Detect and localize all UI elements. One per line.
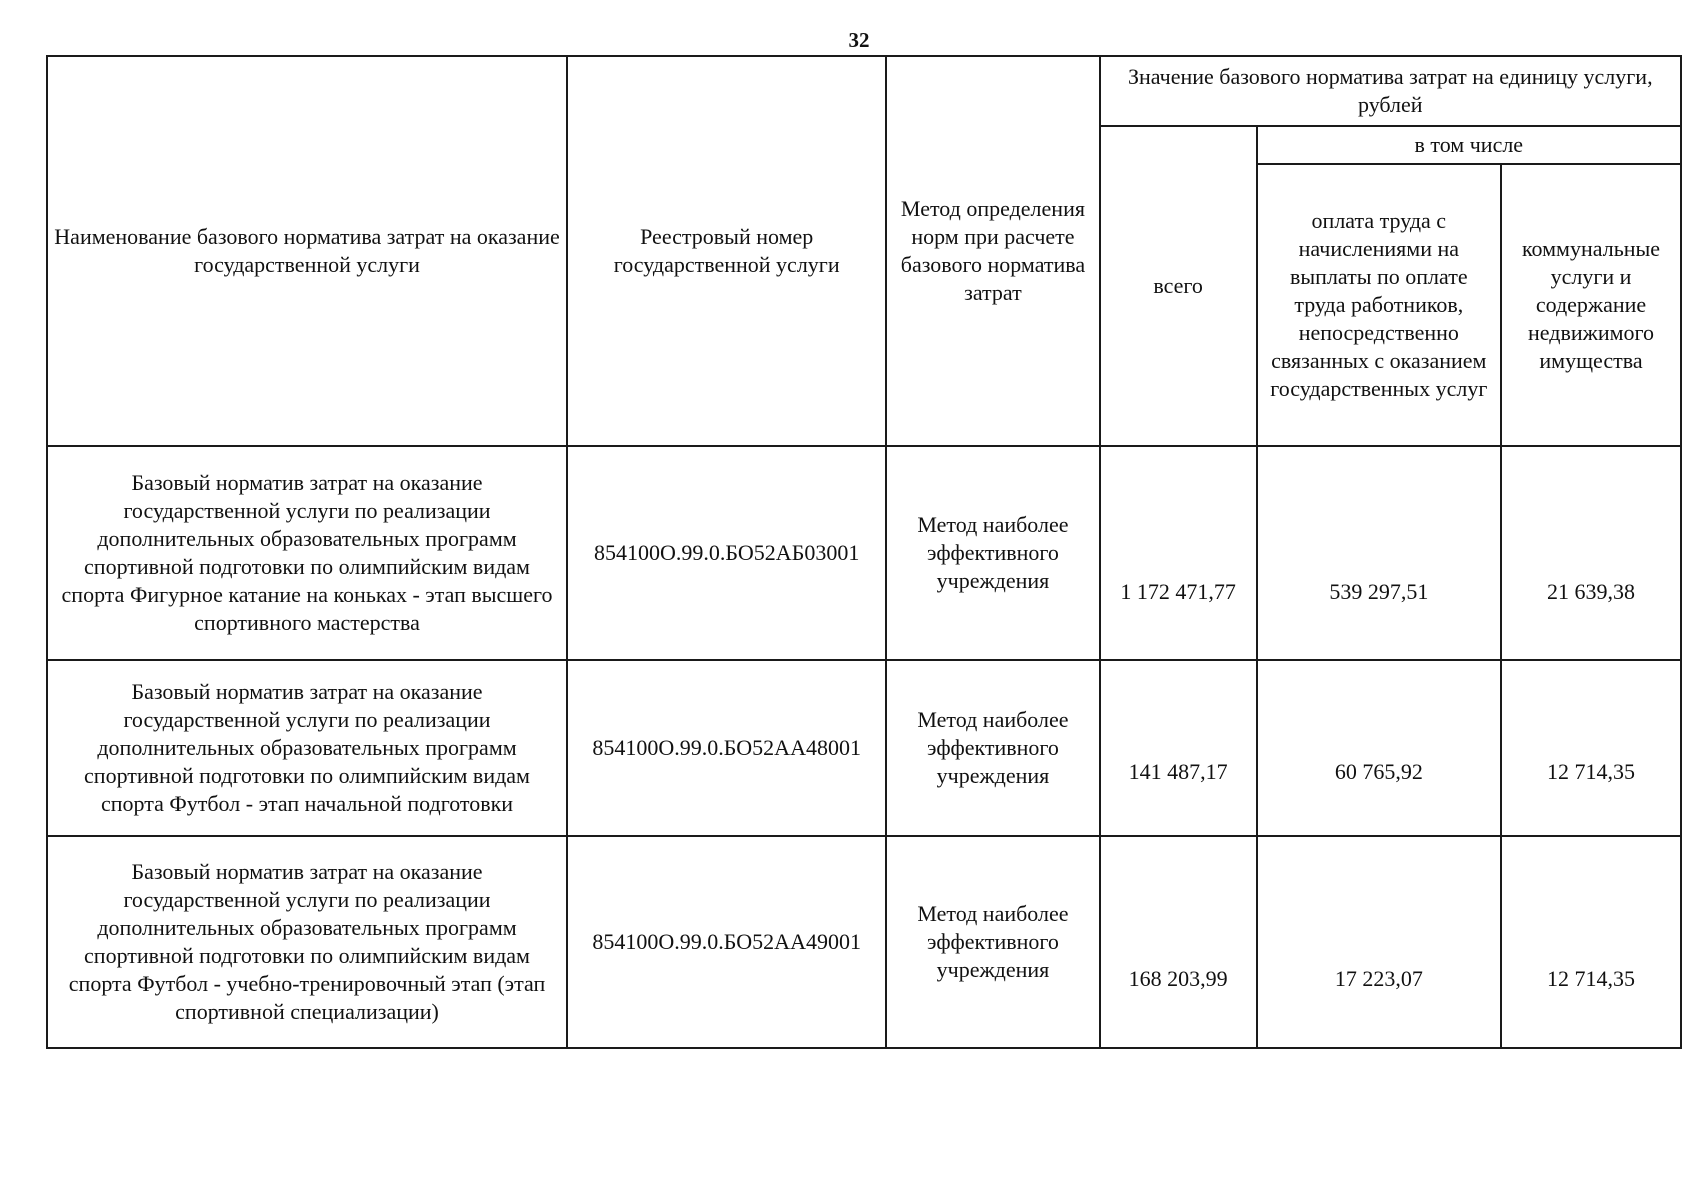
header-registry-number: Реестровый номер государственной услуги [567,56,886,446]
table-row [47,836,1681,1048]
cost-norms-table [46,55,1682,1049]
row-method: Метод наиболее эффективного учреждения [886,836,1099,1048]
header-value-group: Значение базового норматива затрат на единицу услуги, рублей [1100,56,1681,126]
row-labor: 539 297,51 [1257,446,1501,660]
table-row [47,660,1681,836]
row-registry-number: 854100О.99.0.БО52АА48001 [567,660,886,836]
table-row [47,446,1681,660]
row-total: 141 487,17 [1100,660,1257,836]
row-utilities: 12 714,35 [1501,836,1681,1048]
row-utilities: 12 714,35 [1501,660,1681,836]
row-method: Метод наиболее эффективного учреждения [886,446,1099,660]
header-including: в том числе [1257,126,1681,164]
row-registry-number: 854100О.99.0.БО52АБ03001 [567,446,886,660]
row-labor: 60 765,92 [1257,660,1501,836]
row-name: Базовый норматив затрат на оказание государственной услуги по реализации дополнительных образовательных программ спортивной подготовки по олимпийским видам спорта Фигурное катание на коньках - этап высшего спортивного мастерства [47,446,567,660]
row-total: 168 203,99 [1100,836,1257,1048]
row-utilities: 21 639,38 [1501,446,1681,660]
header-labor: оплата труда с начислениями на выплаты по оплате труда работников, непосредственно связанных с оказанием государственных услуг [1257,164,1501,446]
header-method: Метод определения норм при расчете базового норматива затрат [886,56,1099,446]
row-name: Базовый норматив затрат на оказание государственной услуги по реализации дополнительных образовательных программ спортивной подготовки по олимпийским видам спорта Футбол - этап начальной подготовки [47,660,567,836]
header-utilities: коммунальные услуги и содержание недвижимого имущества [1501,164,1681,446]
row-labor: 17 223,07 [1257,836,1501,1048]
row-total: 1 172 471,77 [1100,446,1257,660]
header-name: Наименование базового норматива затрат на оказание государственной услуги [47,56,567,446]
header-total: всего [1100,126,1257,446]
row-name: Базовый норматив затрат на оказание государственной услуги по реализации дополнительных образовательных программ спортивной подготовки по олимпийским видам спорта Футбол - учебно-тренировочный этап (этап спортивной специализации) [47,836,567,1048]
row-registry-number: 854100О.99.0.БО52АА49001 [567,836,886,1048]
page-number: 32 [848,28,870,52]
row-method: Метод наиболее эффективного учреждения [886,660,1099,836]
